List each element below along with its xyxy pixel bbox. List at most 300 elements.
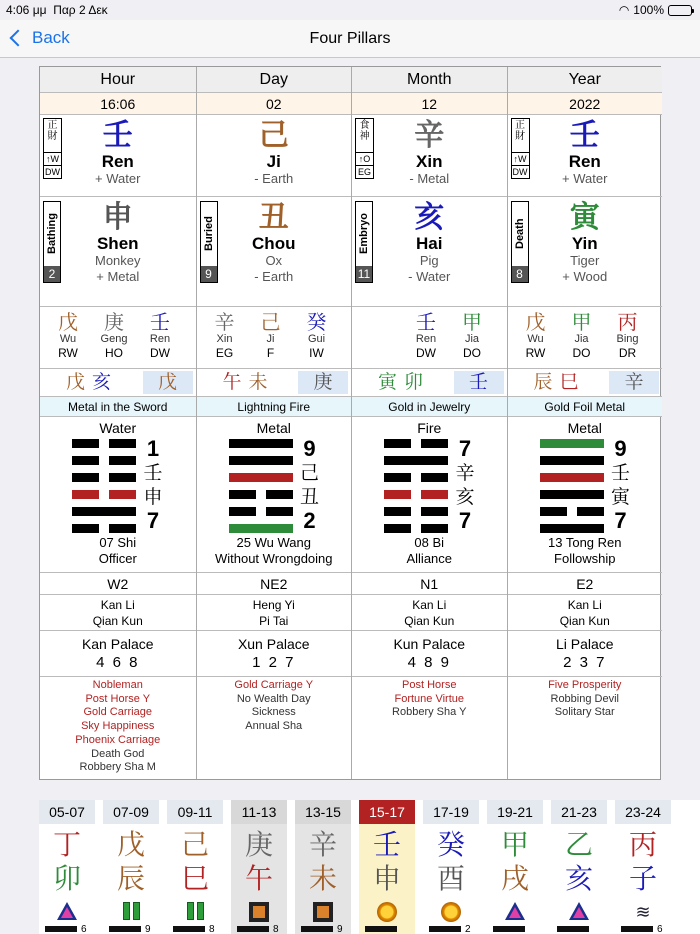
life-stage-box — [200, 201, 218, 283]
hexagram-line — [229, 490, 293, 499]
hidden-stem — [251, 311, 291, 361]
hour-pillar-23-24[interactable] — [615, 800, 671, 934]
star-item: Gold Carriage Y — [234, 679, 314, 691]
hexagram-line — [229, 456, 293, 465]
hour-number: 9 — [145, 924, 151, 934]
pillar-header: Hour — [40, 67, 196, 93]
hidden-stem-tag: DR — [618, 346, 637, 360]
symbolic-stars — [197, 677, 352, 779]
hour-number: 6 — [657, 924, 663, 934]
palace — [352, 631, 507, 677]
symbolic-stars — [508, 677, 663, 779]
hexagram-bottom-number: 7 — [614, 508, 627, 533]
stem-name: Ren — [101, 152, 134, 171]
pair-char: 戊 — [66, 371, 86, 393]
hexagram-lines — [384, 439, 448, 533]
hidden-stem-name: Gui — [307, 333, 326, 345]
star-item: Sky Happiness — [81, 720, 155, 733]
hour-number: 8 — [273, 924, 279, 934]
four-pillars-chart — [39, 66, 661, 780]
hexagram-element: Metal — [256, 420, 291, 436]
gua-line-2: Qian Kun — [92, 614, 143, 628]
pillar-header: Month — [352, 67, 507, 93]
life-stage-box — [43, 201, 61, 283]
hidden-stem-char: 壬 — [416, 310, 436, 334]
branch-name: Chou — [252, 234, 296, 253]
heavenly-stem[interactable] — [352, 115, 507, 197]
ten-god-chars: 食神 — [356, 119, 373, 153]
hidden-stem-char: 戊 — [58, 310, 78, 334]
hour-range-label: 09-11 — [167, 800, 223, 824]
gua-pair — [40, 595, 196, 631]
branch-animal: Monkey — [94, 253, 141, 268]
palace-name: Kun Palace — [393, 636, 466, 652]
hexagram-name — [352, 535, 507, 567]
hour-stem-char: 丁 — [52, 828, 81, 861]
life-stage-number: 2 — [44, 266, 60, 282]
square-icon — [313, 902, 333, 922]
pair-char: 寅 — [378, 371, 398, 393]
hexagram[interactable] — [352, 417, 507, 573]
hour-range-label: 07-09 — [103, 800, 159, 824]
hour-branch-char: 辰 — [116, 862, 145, 895]
hexagram-meaning: Alliance — [406, 551, 453, 566]
branch-char: 申 — [102, 200, 133, 235]
life-stage-box — [511, 201, 529, 283]
stem-char: 壬 — [102, 118, 133, 153]
hexagram-title: 08 Bi — [414, 535, 445, 550]
branch-char: 亥 — [414, 200, 445, 235]
palace — [40, 631, 196, 677]
ten-god-strength: ↑W — [46, 154, 59, 164]
pair-char: 辰 — [533, 371, 553, 393]
hidden-stem-name: Wu — [527, 333, 544, 345]
hidden-stem — [608, 311, 648, 361]
gua-line-2: Pi Tai — [259, 614, 289, 628]
hour-line-indicator — [557, 926, 589, 932]
stem-name: Ren — [568, 152, 601, 171]
hour-pillar-15-17[interactable] — [359, 800, 415, 934]
clash-pairs — [508, 369, 663, 397]
hour-range-label: 11-13 — [231, 800, 287, 824]
hour-range-label: 13-15 — [295, 800, 351, 824]
pillar-header: Year — [508, 67, 663, 93]
hexagram-chars: 壬寅 — [610, 462, 630, 508]
nayin-label: Gold Foil Metal — [508, 397, 663, 417]
earthly-branch[interactable] — [508, 197, 663, 307]
hidden-stem-tag: DW — [150, 346, 170, 360]
hexagram-bottom-number: 2 — [303, 508, 316, 533]
ten-god-chars: 正財 — [44, 119, 61, 153]
ten-god-abbr: EG — [357, 167, 371, 177]
pillar-header: Day — [197, 67, 352, 93]
hidden-stem — [205, 311, 245, 361]
hexagram-title: 13 Tong Ren — [548, 535, 622, 550]
hexagram-top-number: 9 — [303, 436, 316, 461]
gua-pair — [352, 595, 507, 631]
palace-numbers: 4 8 9 — [407, 654, 451, 671]
hour-stem-char: 甲 — [500, 828, 529, 861]
hour-line-indicator — [493, 926, 525, 932]
gua-line-1: Kan Li — [100, 598, 135, 612]
life-stage-name: Bathing — [46, 213, 58, 255]
ten-god-abbr: DW — [512, 167, 528, 177]
hour-pillar-17-19[interactable] — [423, 800, 479, 934]
hexagram-side — [454, 437, 476, 533]
hexagram-line — [229, 473, 293, 482]
palace-name: Li Palace — [555, 636, 614, 652]
hidden-stems — [508, 307, 663, 369]
hour-pillar-09-11[interactable] — [167, 800, 223, 934]
hidden-stem-name: Bing — [616, 333, 639, 345]
earthly-branch[interactable] — [352, 197, 507, 307]
star-item: Phoenix Carriage — [75, 733, 161, 746]
pillar-column-year — [507, 67, 663, 779]
hour-branch-char: 卯 — [52, 862, 81, 895]
star-item: Solitary Star — [554, 706, 615, 719]
hexagram-meaning: Followship — [554, 551, 616, 566]
branch-char: 丑 — [258, 200, 289, 235]
hidden-stem-name: Jia — [464, 333, 480, 345]
clash-pairs — [352, 369, 507, 397]
hidden-stem — [94, 311, 134, 361]
hidden-stem-char: 壬 — [150, 310, 170, 334]
pillar-column-hour — [40, 67, 196, 779]
hexagram-element: Fire — [417, 420, 442, 436]
hexagram-line — [72, 473, 136, 482]
ten-god-box — [511, 118, 530, 179]
pillar-time: 16:06 — [40, 93, 196, 115]
star-item: Post Horse Y — [85, 692, 151, 705]
branch-name: Shen — [96, 234, 139, 253]
hexagram-line — [384, 507, 448, 516]
hexagram-title: 25 Wu Wang — [236, 535, 311, 550]
clash-pairs — [40, 369, 196, 397]
palace-numbers: 4 6 8 — [96, 654, 140, 671]
hour-range-label: 21-23 — [551, 800, 607, 824]
hour-branch-char: 子 — [628, 862, 657, 895]
stem-element: - Earth — [254, 171, 294, 186]
pair-highlight-char: 辛 — [609, 371, 659, 394]
palace — [508, 631, 663, 677]
triangle-icon — [57, 902, 77, 922]
pair-char: 卯 — [404, 371, 424, 393]
star-item: Gold Carriage — [83, 706, 152, 719]
hour-branch-char: 未 — [308, 862, 337, 895]
status-right — [619, 3, 692, 17]
circle-icon — [377, 902, 397, 922]
hexagram-name — [197, 535, 352, 567]
hour-range-label: 17-19 — [423, 800, 479, 824]
hour-stem-char: 丙 — [628, 828, 657, 861]
palace-name: Kan Palace — [81, 636, 154, 652]
branch-name: Hai — [416, 234, 443, 253]
hour-stem-char: 己 — [180, 828, 209, 861]
direction: N1 — [352, 573, 507, 595]
palace-numbers: 1 2 7 — [252, 654, 296, 671]
navigation-bar — [0, 20, 700, 58]
direction: W2 — [40, 573, 196, 595]
ten-god-box — [355, 118, 374, 179]
hexagram-line — [72, 524, 136, 533]
circle-icon — [441, 902, 461, 922]
ten-god-box — [43, 118, 62, 179]
hidden-stem-tag: HO — [105, 346, 123, 360]
palace-name: Xun Palace — [237, 636, 310, 652]
hour-line-indicator — [429, 926, 461, 932]
hexagram-chars: 壬申 — [143, 462, 163, 508]
branch-element: - Earth — [254, 269, 294, 284]
hidden-stem-name: Geng — [100, 333, 128, 345]
triangle-icon — [569, 902, 589, 922]
hexagram[interactable] — [197, 417, 352, 573]
pillar-column-day — [196, 67, 352, 779]
hexagram-element: Metal — [567, 420, 602, 436]
hexagram-line — [229, 524, 293, 533]
gua-line-1: Kan Li — [412, 598, 447, 612]
hexagram-side — [299, 437, 321, 533]
stem-char: 壬 — [569, 118, 600, 153]
palace-numbers: 2 3 7 — [563, 654, 607, 671]
hour-line-indicator — [45, 926, 77, 932]
hour-stem-char: 戊 — [116, 828, 145, 861]
pair-char: 未 — [248, 371, 268, 393]
hour-line-indicator — [173, 926, 205, 932]
hour-number: 2 — [465, 924, 471, 934]
branch-char: 寅 — [569, 200, 600, 235]
hidden-stem-name: Wu — [59, 333, 77, 345]
hidden-stem-char: 丙 — [617, 310, 638, 334]
star-item: No Wealth Day — [236, 692, 311, 705]
hidden-stem-char: 庚 — [104, 310, 124, 334]
hidden-stem-name: Ren — [149, 333, 171, 345]
hexagram-top-number: 9 — [614, 436, 627, 461]
star-item: Sickness — [251, 706, 296, 719]
pair-char: 午 — [222, 371, 242, 393]
hexagram-line — [229, 507, 293, 516]
hidden-stems — [40, 307, 196, 369]
hexagram-line — [72, 456, 136, 465]
star-item: Robbery Sha M — [79, 761, 156, 774]
hexagram-side — [610, 437, 632, 533]
hour-branch-char: 亥 — [564, 862, 593, 895]
hour-pillar-11-13[interactable] — [231, 800, 287, 934]
hexagram-line — [72, 490, 136, 499]
hidden-stem — [406, 311, 446, 361]
battery-percent: 100% — [633, 3, 664, 17]
pair-highlight-char: 庚 — [298, 371, 348, 394]
hexagram[interactable] — [40, 417, 196, 573]
hour-stem-char: 辛 — [308, 828, 337, 861]
hexagram-element: Water — [99, 420, 137, 436]
back-label: Back — [32, 28, 70, 47]
hidden-stem-tag: DO — [572, 346, 591, 360]
hidden-stem-char: 戊 — [525, 310, 546, 334]
star-item: Five Prosperity — [548, 679, 622, 691]
hidden-stem-char: 癸 — [306, 310, 327, 334]
stem-name: Xin — [416, 152, 443, 171]
life-stage-box — [355, 201, 373, 283]
branch-element: + Metal — [96, 269, 140, 284]
hexagram-title: 07 Shi — [99, 535, 137, 550]
hour-line-indicator — [365, 926, 397, 932]
hour-line-indicator — [109, 926, 141, 932]
life-stage-number: 9 — [201, 266, 217, 282]
hidden-stem — [297, 311, 337, 361]
hour-stem-char: 乙 — [564, 828, 593, 861]
hour-branch-char: 巳 — [180, 862, 209, 895]
page-title: Four Pillars — [309, 30, 391, 47]
branch-name: Yin — [571, 234, 598, 253]
gua-line-2: Qian Kun — [559, 614, 610, 628]
hidden-stem — [516, 311, 556, 361]
star-item: Robbing Devil — [550, 692, 619, 705]
symbolic-stars — [352, 677, 507, 779]
hidden-stem — [452, 311, 492, 361]
hour-pillar-19-21[interactable] — [487, 800, 543, 934]
pillar-time: 12 — [352, 93, 507, 115]
star-item: Death God — [91, 747, 145, 760]
hexagram-line — [384, 439, 448, 448]
square-icon — [249, 902, 269, 922]
hexagram-lines — [72, 439, 136, 533]
hexagram-line — [540, 456, 604, 465]
hexagram-bottom-number: 7 — [458, 508, 472, 533]
star-item: Nobleman — [92, 679, 143, 691]
hexagram-name — [508, 535, 663, 567]
pillar-time: 2022 — [508, 93, 663, 115]
hexagram-line — [229, 439, 293, 448]
hour-range-label: 05-07 — [39, 800, 95, 824]
hour-number: 8 — [209, 924, 215, 934]
hour-stem-char: 癸 — [436, 828, 465, 861]
hexagram-side — [142, 437, 164, 533]
direction: NE2 — [197, 573, 352, 595]
hexagram-lines — [540, 439, 604, 533]
pillar-column-month — [351, 67, 507, 779]
hidden-stem-char: 甲 — [462, 310, 482, 334]
hexagram-line — [540, 524, 604, 533]
hexagram[interactable] — [508, 417, 663, 573]
pair-highlight-char: 壬 — [454, 371, 504, 394]
hour-pillar-07-09[interactable] — [103, 800, 159, 934]
hour-number: 6 — [81, 924, 87, 934]
hidden-stem-name: Jia — [574, 333, 589, 345]
hexagram-bottom-number: 7 — [146, 508, 160, 533]
life-stage-name: Death — [513, 218, 526, 250]
earthly-branch[interactable] — [40, 197, 196, 307]
life-stage-name: Embryo — [358, 213, 370, 255]
hidden-stem-char: 己 — [260, 310, 281, 334]
hour-branch-char: 戌 — [500, 862, 529, 895]
hour-pillar-13-15[interactable] — [295, 800, 351, 934]
ten-god-strength: ↑O — [356, 153, 373, 166]
hidden-stem-tag: RW — [525, 346, 546, 360]
hidden-stem-name: Ji — [266, 333, 275, 345]
hexagram-line — [384, 490, 448, 499]
pillar-time: 02 — [197, 93, 352, 115]
palace — [197, 631, 352, 677]
gua-line-1: Heng Yi — [252, 598, 295, 612]
heavenly-stem[interactable] — [508, 115, 663, 197]
pair-char: 巳 — [559, 371, 579, 393]
stem-element: + Water — [562, 171, 608, 186]
hexagram-line — [384, 473, 448, 482]
star-item: Post Horse — [402, 679, 457, 691]
hexagram-line — [540, 473, 604, 482]
hidden-stem-name: Xin — [216, 333, 233, 345]
hour-branch-char: 午 — [244, 862, 273, 895]
heavenly-stem[interactable] — [197, 115, 352, 197]
nayin-label: Metal in the Sword — [40, 397, 196, 417]
clash-pairs — [197, 369, 352, 397]
branch-animal: Ox — [265, 253, 283, 268]
life-stage-name: Buried — [202, 216, 215, 252]
stem-char: 己 — [258, 118, 289, 153]
hexagram-top-number: 7 — [458, 436, 472, 461]
hexagram-top-number: 1 — [146, 436, 160, 461]
hour-pillars-strip[interactable] — [39, 800, 700, 934]
hidden-stem — [562, 311, 602, 361]
hidden-stem-tag: IW — [309, 346, 324, 360]
star-item: Robbery Sha Y — [392, 706, 467, 719]
triangle-icon — [505, 902, 525, 922]
hour-branch-char: 酉 — [436, 862, 465, 895]
earthly-branch[interactable] — [197, 197, 352, 307]
gua-line-2: Qian Kun — [404, 614, 455, 628]
hour-line-indicator — [301, 926, 333, 932]
hexagram-lines — [229, 439, 293, 533]
hidden-stem-tag: EG — [215, 346, 234, 360]
nayin-label: Gold in Jewelry — [352, 397, 507, 417]
hour-range-label: 15-17 — [359, 800, 415, 824]
hexagram-line — [540, 507, 604, 516]
hidden-stems — [197, 307, 352, 369]
hexagram-line — [540, 439, 604, 448]
gua-line-1: Kan Li — [567, 598, 602, 612]
hexagram-line — [72, 439, 136, 448]
gua-pair — [508, 595, 663, 631]
nayin-label: Lightning Fire — [197, 397, 352, 417]
hour-pillar-05-07[interactable] — [39, 800, 95, 934]
hexagram-meaning: Officer — [98, 551, 137, 566]
hour-pillar-21-23[interactable] — [551, 800, 607, 934]
branch-element: + Wood — [562, 269, 608, 284]
ten-god-abbr: DW — [45, 167, 60, 177]
heavenly-stem[interactable] — [40, 115, 196, 197]
hour-stem-char: 庚 — [244, 828, 273, 861]
star-item: Fortune Virtue — [394, 692, 464, 705]
status-bar — [0, 0, 700, 20]
hidden-stem-tag: F — [266, 346, 275, 360]
gua-pair — [197, 595, 352, 631]
stem-char: 辛 — [414, 118, 445, 153]
hour-line-indicator — [621, 926, 653, 932]
status-time: 4:06 μμ Παρ 2 Δεκ — [6, 3, 108, 17]
hidden-stem-name: Ren — [415, 333, 437, 345]
direction: E2 — [508, 573, 663, 595]
hidden-stem-tag: RW — [58, 346, 78, 360]
wifi-icon: ◠ — [618, 3, 630, 17]
pair-char: 亥 — [92, 371, 112, 393]
hidden-stem — [140, 311, 180, 361]
branch-animal: Pig — [419, 253, 439, 268]
hour-line-indicator — [237, 926, 269, 932]
ten-god-chars: 正財 — [512, 119, 529, 153]
hexagram-line — [540, 490, 604, 499]
stem-name: Ji — [266, 152, 281, 171]
hexagram-chars: 辛亥 — [455, 462, 475, 508]
